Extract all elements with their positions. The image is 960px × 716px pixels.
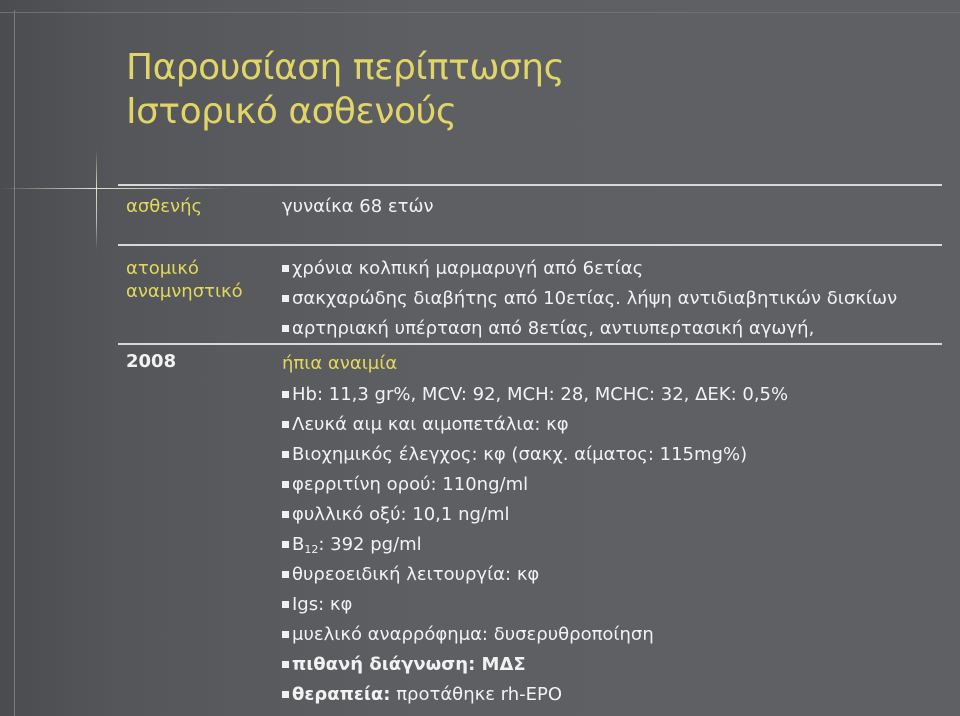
lab-item-text: Λευκά αιμ και αιμοπετάλια: κφ [292, 414, 569, 435]
lab-item [282, 414, 569, 436]
lab-item [282, 564, 539, 586]
bullet-icon [282, 421, 289, 428]
b12-subscript: 12 [304, 543, 319, 556]
frame-top-line [0, 12, 960, 13]
history-item [282, 288, 897, 310]
history-item-text: σακχαρώδης διαβήτης από 10ετίας. λήψη αντιδιαβητικών δισκίων [292, 288, 898, 309]
bullet-icon [282, 661, 289, 668]
lab-item [282, 444, 747, 466]
b12-value: : 392 pg/ml [318, 534, 422, 555]
bullet-icon [282, 541, 289, 548]
bullet-icon [282, 481, 289, 488]
diagnosis-item [282, 654, 526, 676]
lab-item-text: Hb: 11,3 gr%, MCV: 92, MCH: 28, MCHC: 32, ΔΕΚ: 0,5% [292, 384, 789, 405]
table-rule-top [118, 184, 942, 186]
lab-item-text: μυελικό αναρρόφημα: δυσερυθροποίηση [292, 624, 654, 645]
slide-title [126, 46, 564, 134]
bullet-icon [282, 451, 289, 458]
lab-item [282, 384, 788, 406]
lab-item [282, 594, 352, 616]
lab-item-text: Βιοχημικός έλεγχος: κφ (σακχ. αίματος: 115mg%) [292, 444, 748, 465]
bullet-icon [282, 325, 289, 332]
title-line-1: Παρουσίαση περίπτωσης [126, 47, 565, 88]
lab-item-text: θυρεοειδική λειτουργία: κφ [292, 564, 540, 585]
anemia-heading: ήπια αναιμία [282, 353, 398, 374]
b12-symbol: B [292, 534, 305, 555]
bullet-icon [282, 511, 289, 518]
lab-item-b12 [282, 534, 422, 556]
diagnosis-text: πιθανή διάγνωση: ΜΔΣ [292, 654, 526, 675]
lab-item-text: φερριτίνη ορού: 110ng/ml [292, 474, 529, 495]
lab-item [282, 504, 510, 526]
bullet-icon [282, 295, 289, 302]
therapy-label: θεραπεία: [292, 684, 391, 705]
patient-label: ασθενής [126, 196, 203, 217]
title-line-2: Ιστορικό ασθενούς [126, 91, 457, 132]
therapy-item [282, 684, 562, 706]
bullet-icon [282, 601, 289, 608]
therapy-value: προτάθηκε rh-EPO [390, 684, 563, 705]
decorative-crosshair-vertical [96, 150, 97, 250]
lab-item-text: Igs: κφ [292, 594, 353, 615]
history-item-text: αρτηριακή υπέρταση από 8ετίας, αντιυπερτασική αγωγή, [292, 318, 815, 339]
bullet-icon [282, 631, 289, 638]
history-item [282, 318, 814, 340]
bullet-icon [282, 571, 289, 578]
bullet-icon [282, 265, 289, 272]
lab-item [282, 474, 528, 496]
history-label-line2: αναμνηστικό [126, 281, 243, 302]
bullet-icon [282, 691, 289, 698]
decorative-crosshair-horizontal [0, 188, 230, 189]
history-item [282, 258, 643, 280]
frame-left-line [14, 10, 15, 716]
table-rule-2 [118, 343, 942, 345]
bullet-icon [282, 391, 289, 398]
patient-value: γυναίκα 68 ετών [282, 196, 434, 217]
lab-item-text: φυλλικό οξύ: 10,1 ng/ml [292, 504, 510, 525]
table-rule-1 [118, 244, 942, 246]
lab-item [282, 624, 654, 646]
year-label: 2008 [126, 351, 177, 372]
history-label-line1: ατομικό [126, 258, 199, 279]
history-item-text: χρόνια κολπική μαρμαρυγή από 6ετίας [292, 258, 644, 279]
